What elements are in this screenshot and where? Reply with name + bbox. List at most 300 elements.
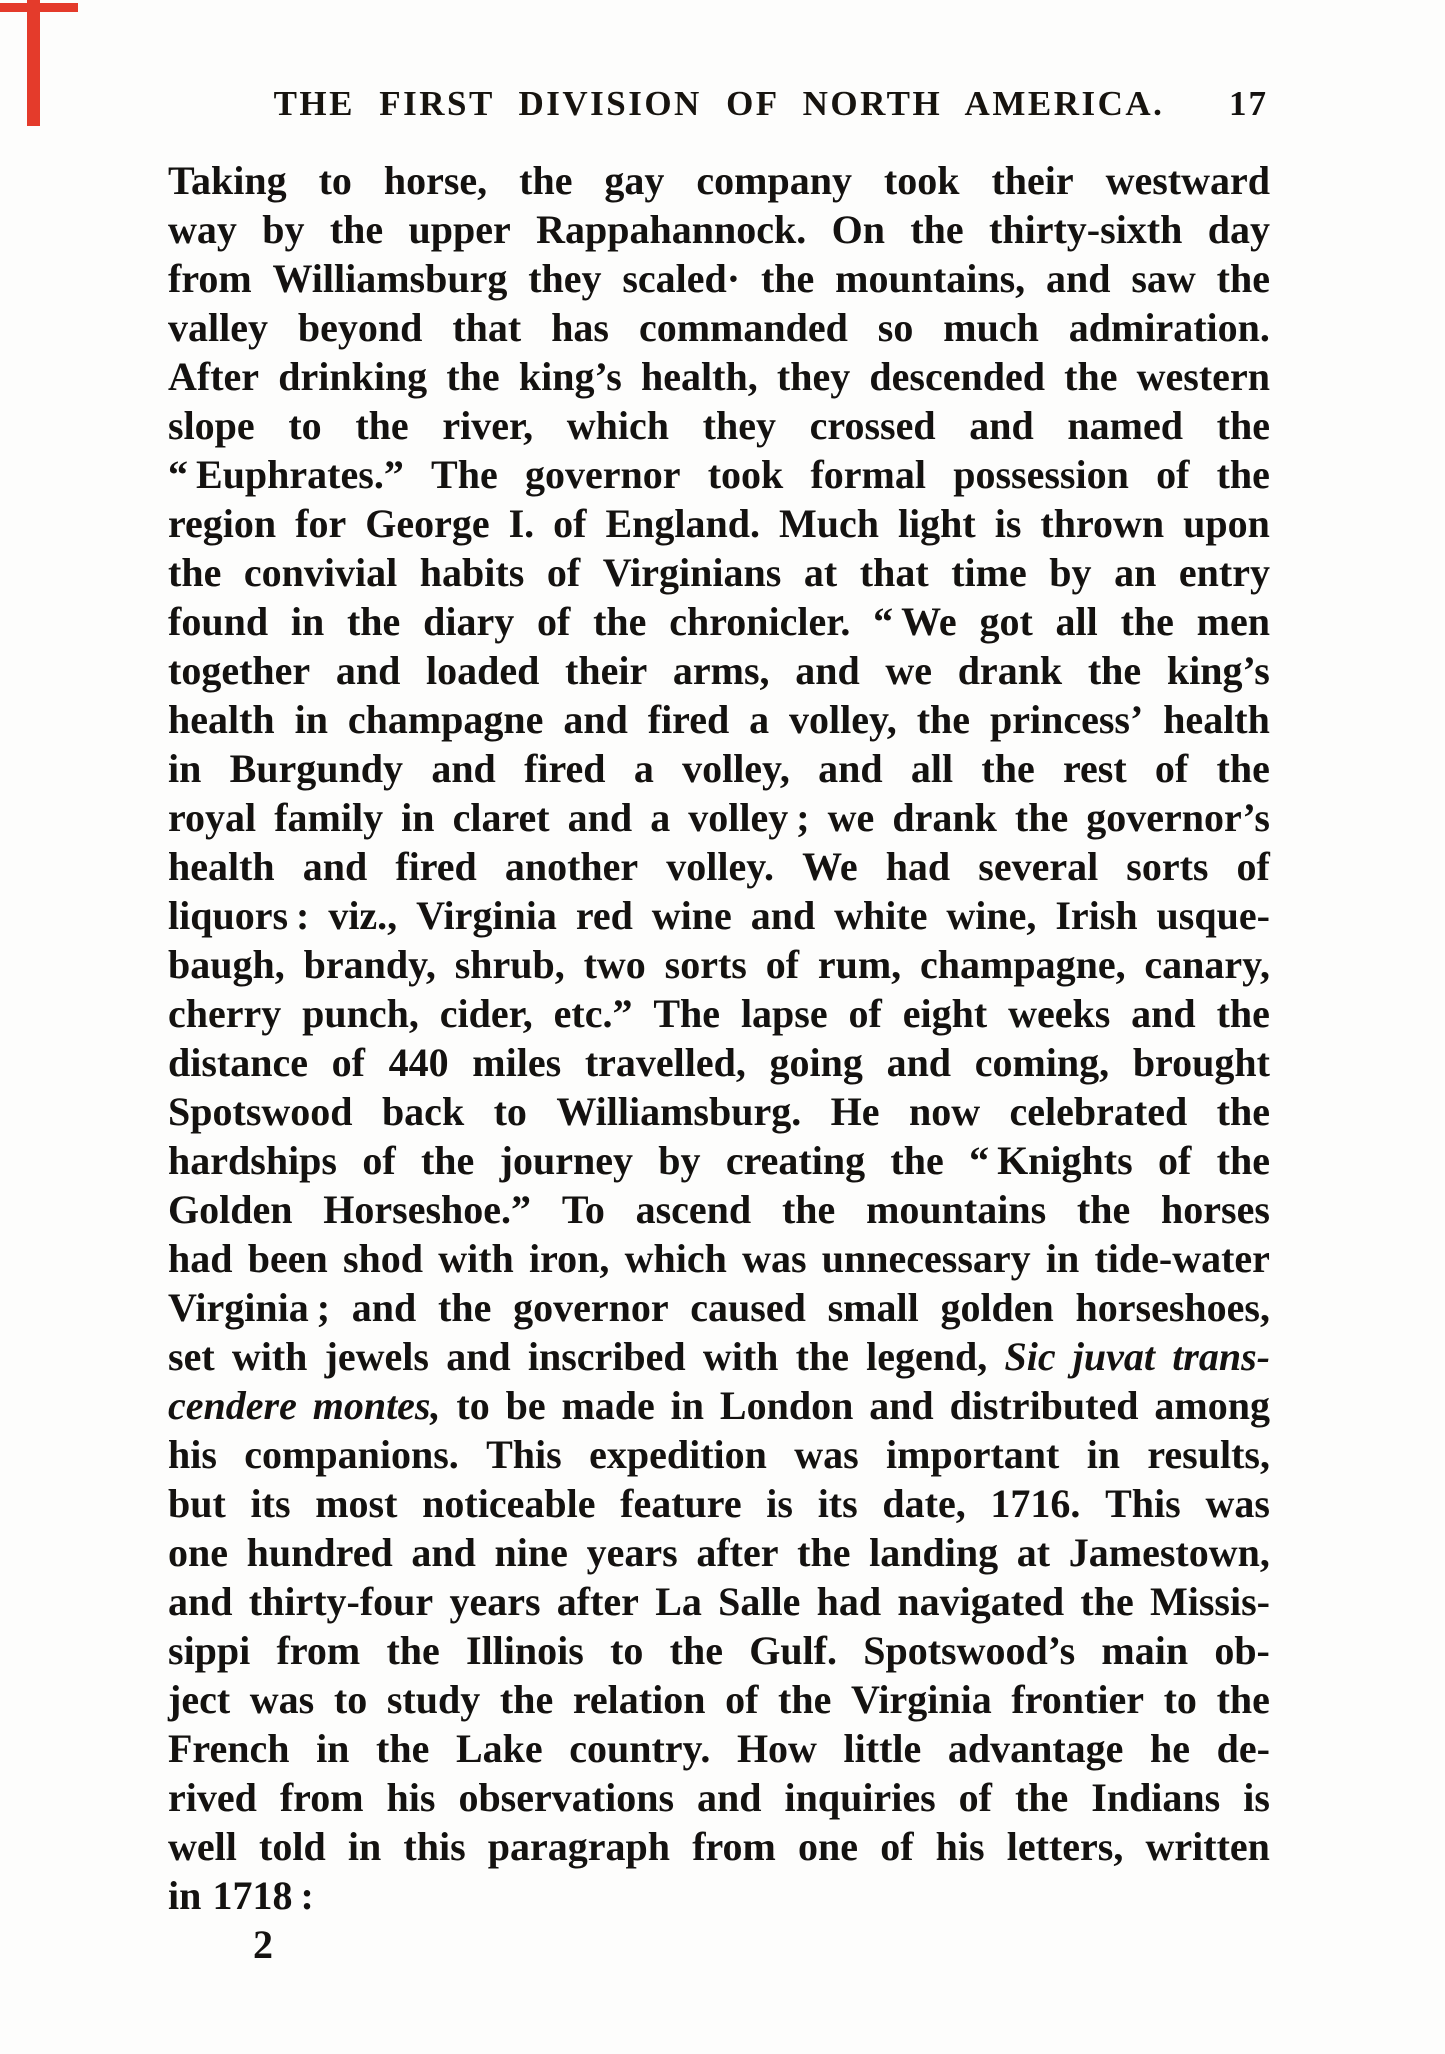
word: date, — [882, 1481, 966, 1526]
word: cider, — [439, 991, 533, 1036]
word: George — [365, 501, 490, 546]
word: which — [624, 1236, 727, 1281]
word: sippi — [168, 1628, 251, 1673]
word: convivial — [243, 550, 398, 595]
word: at — [803, 550, 838, 595]
word: is — [766, 1481, 793, 1526]
word: they — [776, 354, 851, 399]
word: observations — [458, 1775, 675, 1820]
word: of — [958, 1775, 992, 1820]
word: Spotswood — [168, 1089, 353, 1134]
word: men — [1196, 599, 1270, 644]
word: and — [1046, 256, 1111, 301]
word: and — [1131, 991, 1196, 1036]
word: Williamsburg. — [556, 1089, 802, 1134]
word: health — [1163, 697, 1270, 742]
word: wine — [651, 893, 732, 938]
word: in — [168, 746, 202, 791]
printers-signature: 2 — [253, 1922, 273, 1967]
word: drank — [957, 648, 1063, 693]
word: the — [355, 403, 409, 448]
word: western — [1136, 354, 1270, 399]
word: inquiries — [784, 1775, 936, 1820]
word: king’s — [518, 354, 622, 399]
word: its — [817, 1481, 858, 1526]
word: told — [259, 1824, 326, 1869]
word: Horseshoe.” — [323, 1187, 532, 1232]
page-header — [168, 84, 1270, 124]
word: diary — [423, 599, 515, 644]
word: the — [916, 697, 971, 742]
word: sorts — [1126, 844, 1209, 889]
word: the — [386, 1628, 440, 1673]
word: 1716. — [990, 1481, 1081, 1526]
word: ascend — [635, 1187, 752, 1232]
word: and — [869, 1383, 934, 1428]
word: from — [279, 1775, 364, 1820]
word: 1718 : — [212, 1873, 314, 1918]
text-line — [168, 1822, 1270, 1871]
word: celebrated — [1009, 1089, 1188, 1134]
word: the — [519, 158, 573, 203]
word: volley ; — [688, 795, 810, 840]
word: health — [168, 697, 275, 742]
word: weeks — [1008, 991, 1111, 1036]
word: mountains, — [835, 256, 1026, 301]
word: the — [797, 1530, 851, 1575]
word: cendere — [168, 1383, 297, 1428]
word: slope — [168, 403, 255, 448]
word: the — [438, 1285, 492, 1330]
word: of — [765, 942, 800, 987]
word: all — [910, 746, 954, 791]
word: Indians — [1091, 1775, 1221, 1820]
word: was — [794, 1432, 859, 1477]
word: two — [583, 942, 646, 987]
word: is — [1243, 1775, 1270, 1820]
word: had — [816, 1579, 882, 1624]
word: Salle — [718, 1579, 801, 1624]
word: the — [1216, 452, 1270, 497]
word: La — [655, 1579, 702, 1624]
word: volley, — [789, 697, 897, 742]
word: habits — [419, 550, 525, 595]
word: liquors : — [168, 893, 310, 938]
word: crossed — [809, 403, 936, 448]
word: study — [386, 1677, 481, 1722]
word: fired — [395, 844, 477, 889]
word: and — [411, 1530, 476, 1575]
word: family — [274, 795, 384, 840]
word: governor — [513, 1285, 669, 1330]
word: Virginia — [851, 1677, 992, 1722]
word: and — [697, 1775, 762, 1820]
word: in — [670, 1383, 705, 1428]
text-line — [168, 1773, 1270, 1822]
word: the — [1216, 1677, 1270, 1722]
word: we — [827, 795, 875, 840]
word: that — [859, 550, 929, 595]
word: tide-water — [1094, 1236, 1270, 1281]
word: their — [991, 158, 1074, 203]
word: iron, — [529, 1236, 610, 1281]
word: of — [362, 1138, 396, 1183]
word: valley — [168, 305, 268, 350]
word: the — [890, 1138, 944, 1183]
word: possession — [953, 452, 1129, 497]
word: named — [1067, 403, 1183, 448]
word: light — [897, 501, 976, 546]
word: He — [830, 1089, 880, 1134]
word: in — [1086, 1432, 1121, 1477]
word: Spotswood’s — [863, 1628, 1076, 1673]
word: took — [883, 158, 960, 203]
word: Sic — [1004, 1334, 1056, 1379]
word: he — [1150, 1726, 1191, 1771]
word: unnecessary — [821, 1236, 1031, 1281]
word: legend, — [866, 1334, 988, 1379]
word: the — [910, 207, 964, 252]
word: a — [749, 697, 770, 742]
word: horses — [1161, 1187, 1270, 1232]
word: the — [1216, 1138, 1270, 1183]
word: lapse — [740, 991, 828, 1036]
word: has — [551, 305, 609, 350]
word: to — [288, 403, 322, 448]
word: the — [760, 256, 815, 301]
word: health, — [641, 354, 758, 399]
red-scan-mark-vertical — [27, 0, 40, 126]
word: and — [335, 648, 401, 693]
text-line — [168, 1185, 1270, 1234]
word: “ We — [873, 599, 957, 644]
word: distributed — [949, 1383, 1139, 1428]
word: London — [719, 1383, 854, 1428]
word: 440 — [388, 1040, 449, 1085]
word: the — [593, 599, 647, 644]
word: is — [994, 501, 1022, 546]
word: volley. — [666, 844, 775, 889]
word: king’s — [1166, 648, 1270, 693]
word: now — [908, 1089, 981, 1134]
word: was — [249, 1677, 315, 1722]
word: horse, — [383, 158, 488, 203]
word: way — [168, 207, 237, 252]
word: navigated — [897, 1579, 1065, 1624]
word: and — [818, 746, 883, 791]
word: feature — [620, 1481, 742, 1526]
word: the — [420, 1138, 475, 1183]
text-line — [168, 1136, 1270, 1185]
word: to — [318, 158, 352, 203]
word: landing — [869, 1530, 999, 1575]
text-line — [168, 1038, 1270, 1087]
word: with — [231, 1334, 308, 1379]
word: horseshoes, — [1075, 1285, 1270, 1330]
text-line — [168, 597, 1270, 646]
word: and — [795, 648, 860, 693]
text-line — [168, 352, 1270, 401]
word: company — [696, 158, 852, 203]
word: back — [381, 1089, 465, 1134]
word: of — [331, 1040, 365, 1085]
text-line — [168, 1871, 1270, 1920]
word: Missis- — [1149, 1579, 1270, 1624]
text-line — [168, 940, 1270, 989]
word: to — [456, 1383, 490, 1428]
word: in — [1045, 1236, 1080, 1281]
word: usque- — [1156, 893, 1270, 938]
text-line — [168, 303, 1270, 352]
word: the — [1216, 403, 1270, 448]
word: of — [1156, 452, 1190, 497]
word: creating — [725, 1138, 866, 1183]
word: The — [431, 452, 498, 497]
word: but — [168, 1481, 226, 1526]
text-line — [168, 1724, 1270, 1773]
word: thirty-four — [248, 1579, 434, 1624]
word: after — [556, 1579, 639, 1624]
word: they — [702, 403, 776, 448]
word: the — [1080, 1579, 1134, 1624]
word: trans- — [1172, 1334, 1270, 1379]
word: main — [1101, 1628, 1189, 1673]
word: and — [567, 795, 633, 840]
text-line — [168, 1626, 1270, 1675]
word: nine — [494, 1530, 568, 1575]
word: the — [1216, 256, 1270, 301]
word: health — [168, 844, 275, 889]
word: the — [1014, 795, 1069, 840]
word: of — [546, 550, 581, 595]
word: several — [978, 844, 1099, 889]
text-line — [168, 646, 1270, 695]
word: in — [294, 697, 328, 742]
word: was — [742, 1236, 807, 1281]
word: descended — [869, 354, 1045, 399]
word: the — [1064, 354, 1118, 399]
word: got — [979, 599, 1033, 644]
word: and — [446, 1334, 511, 1379]
word: from — [692, 1824, 776, 1869]
word: so — [877, 305, 914, 350]
word: the — [446, 354, 500, 399]
word: the — [1087, 648, 1142, 693]
word: Illinois — [466, 1628, 584, 1673]
word: princess’ — [989, 697, 1144, 742]
text-line — [168, 695, 1270, 744]
word: important — [886, 1432, 1060, 1477]
word: We — [802, 844, 858, 889]
word: drank — [892, 795, 997, 840]
word: made — [561, 1383, 655, 1428]
word: at — [1016, 1530, 1051, 1575]
word: entry — [1178, 550, 1270, 595]
text-line — [168, 793, 1270, 842]
text-line — [168, 1577, 1270, 1626]
word: companions. — [244, 1432, 459, 1477]
word: fired — [647, 697, 730, 742]
word: had — [168, 1236, 233, 1281]
word: well — [168, 1824, 237, 1869]
word: expedition — [589, 1432, 767, 1477]
word: rest — [1062, 746, 1127, 791]
word: of — [848, 991, 882, 1036]
word: the — [1216, 746, 1270, 791]
word: the — [1216, 1089, 1270, 1134]
text-line — [168, 891, 1270, 940]
text-line — [168, 1528, 1270, 1577]
word: from — [168, 256, 252, 301]
text-line — [168, 205, 1270, 254]
word: to — [610, 1628, 644, 1673]
word: had — [885, 844, 951, 889]
text-line — [168, 1283, 1270, 1332]
word: the — [669, 1628, 723, 1673]
text-line — [168, 842, 1270, 891]
word: its — [250, 1481, 291, 1526]
word: and — [886, 1040, 952, 1085]
word: that — [452, 305, 522, 350]
text-line — [168, 499, 1270, 548]
word: of — [537, 599, 571, 644]
word: upon — [1183, 501, 1270, 546]
word: This — [1105, 1481, 1181, 1526]
word: arms, — [672, 648, 770, 693]
page-number: 17 — [1229, 84, 1268, 123]
word: volley, — [682, 746, 790, 791]
word: gay — [604, 158, 665, 203]
text-line — [168, 254, 1270, 303]
word: travelled, — [584, 1040, 746, 1085]
word: French — [168, 1726, 290, 1771]
word: an — [1114, 550, 1157, 595]
word: The — [653, 991, 721, 1036]
word: the — [1216, 991, 1270, 1036]
word: results, — [1147, 1432, 1270, 1477]
word: frontier — [1011, 1677, 1144, 1722]
word: eight — [902, 991, 988, 1036]
word: among — [1154, 1383, 1270, 1428]
word: Irish — [1055, 893, 1138, 938]
word: be — [505, 1383, 546, 1428]
word: shod — [342, 1236, 423, 1281]
running-title: THE FIRST DIVISION OF NORTH AMERICA. — [273, 84, 1165, 123]
word: in — [290, 599, 325, 644]
word: one — [798, 1824, 859, 1869]
word: their — [565, 648, 648, 693]
word: golden — [940, 1285, 1054, 1330]
word: de- — [1216, 1726, 1270, 1771]
text-line — [168, 744, 1270, 793]
word: by — [1049, 550, 1092, 595]
word: fired — [524, 746, 606, 791]
word: I. — [508, 501, 535, 546]
word: years — [449, 1579, 541, 1624]
word: found — [168, 599, 269, 644]
word: drinking — [278, 354, 428, 399]
word: from — [276, 1628, 361, 1673]
word: paragraph — [487, 1824, 671, 1869]
word: distance — [168, 1040, 308, 1085]
word: jewels — [324, 1334, 429, 1379]
word: canary, — [1144, 942, 1270, 987]
word: Rappahannock. — [536, 207, 807, 252]
text-line — [168, 1234, 1270, 1283]
word: the — [346, 599, 401, 644]
word: This — [486, 1432, 562, 1477]
word: his — [386, 1775, 436, 1820]
word: going — [769, 1040, 863, 1085]
word: by — [658, 1138, 701, 1183]
text-line — [168, 1479, 1270, 1528]
word: scaled· — [622, 256, 741, 301]
word: of — [725, 1677, 759, 1722]
word: wine, — [946, 893, 1037, 938]
word: and — [750, 893, 816, 938]
word: the — [1014, 1775, 1069, 1820]
word: relation — [572, 1677, 706, 1722]
word: and — [969, 403, 1034, 448]
word: by — [262, 207, 305, 252]
word: etc.” — [553, 991, 633, 1036]
word: the — [795, 1334, 849, 1379]
word: was — [1205, 1481, 1270, 1526]
word: baugh, — [168, 942, 285, 987]
word: How — [736, 1726, 817, 1771]
word: sorts — [664, 942, 747, 987]
word: another — [504, 844, 639, 889]
text-line — [168, 548, 1270, 597]
word: red — [575, 893, 633, 938]
body-text — [168, 156, 1270, 1969]
word: shrub, — [454, 942, 565, 987]
text-line — [168, 989, 1270, 1038]
word: advantage — [947, 1726, 1124, 1771]
word: On — [831, 207, 885, 252]
word: caused — [690, 1285, 806, 1330]
word: of — [553, 501, 587, 546]
text-line — [168, 1087, 1270, 1136]
word: thrown — [1040, 501, 1165, 546]
word: been — [247, 1236, 328, 1281]
word: to — [1163, 1677, 1197, 1722]
word: small — [827, 1285, 919, 1330]
word: Much — [778, 501, 879, 546]
word: Lake — [455, 1726, 543, 1771]
word: of — [1158, 1138, 1192, 1183]
word: all — [1055, 599, 1098, 644]
word: Gulf. — [749, 1628, 837, 1673]
word: England. — [605, 501, 760, 546]
word: in — [347, 1824, 382, 1869]
word: in — [401, 795, 435, 840]
word: of — [1236, 844, 1270, 889]
word: the — [778, 1677, 832, 1722]
word: country. — [569, 1726, 711, 1771]
word: governor’s — [1086, 795, 1270, 840]
word: this — [403, 1824, 466, 1869]
word: hardships — [168, 1138, 337, 1183]
word: most — [315, 1481, 398, 1526]
word: thirty-sixth — [989, 207, 1183, 252]
word: inscribed — [527, 1334, 686, 1379]
word: and — [563, 697, 628, 742]
word: the — [781, 1187, 836, 1232]
word: brought — [1132, 1040, 1270, 1085]
word: white — [834, 893, 928, 938]
word: river, — [442, 403, 534, 448]
